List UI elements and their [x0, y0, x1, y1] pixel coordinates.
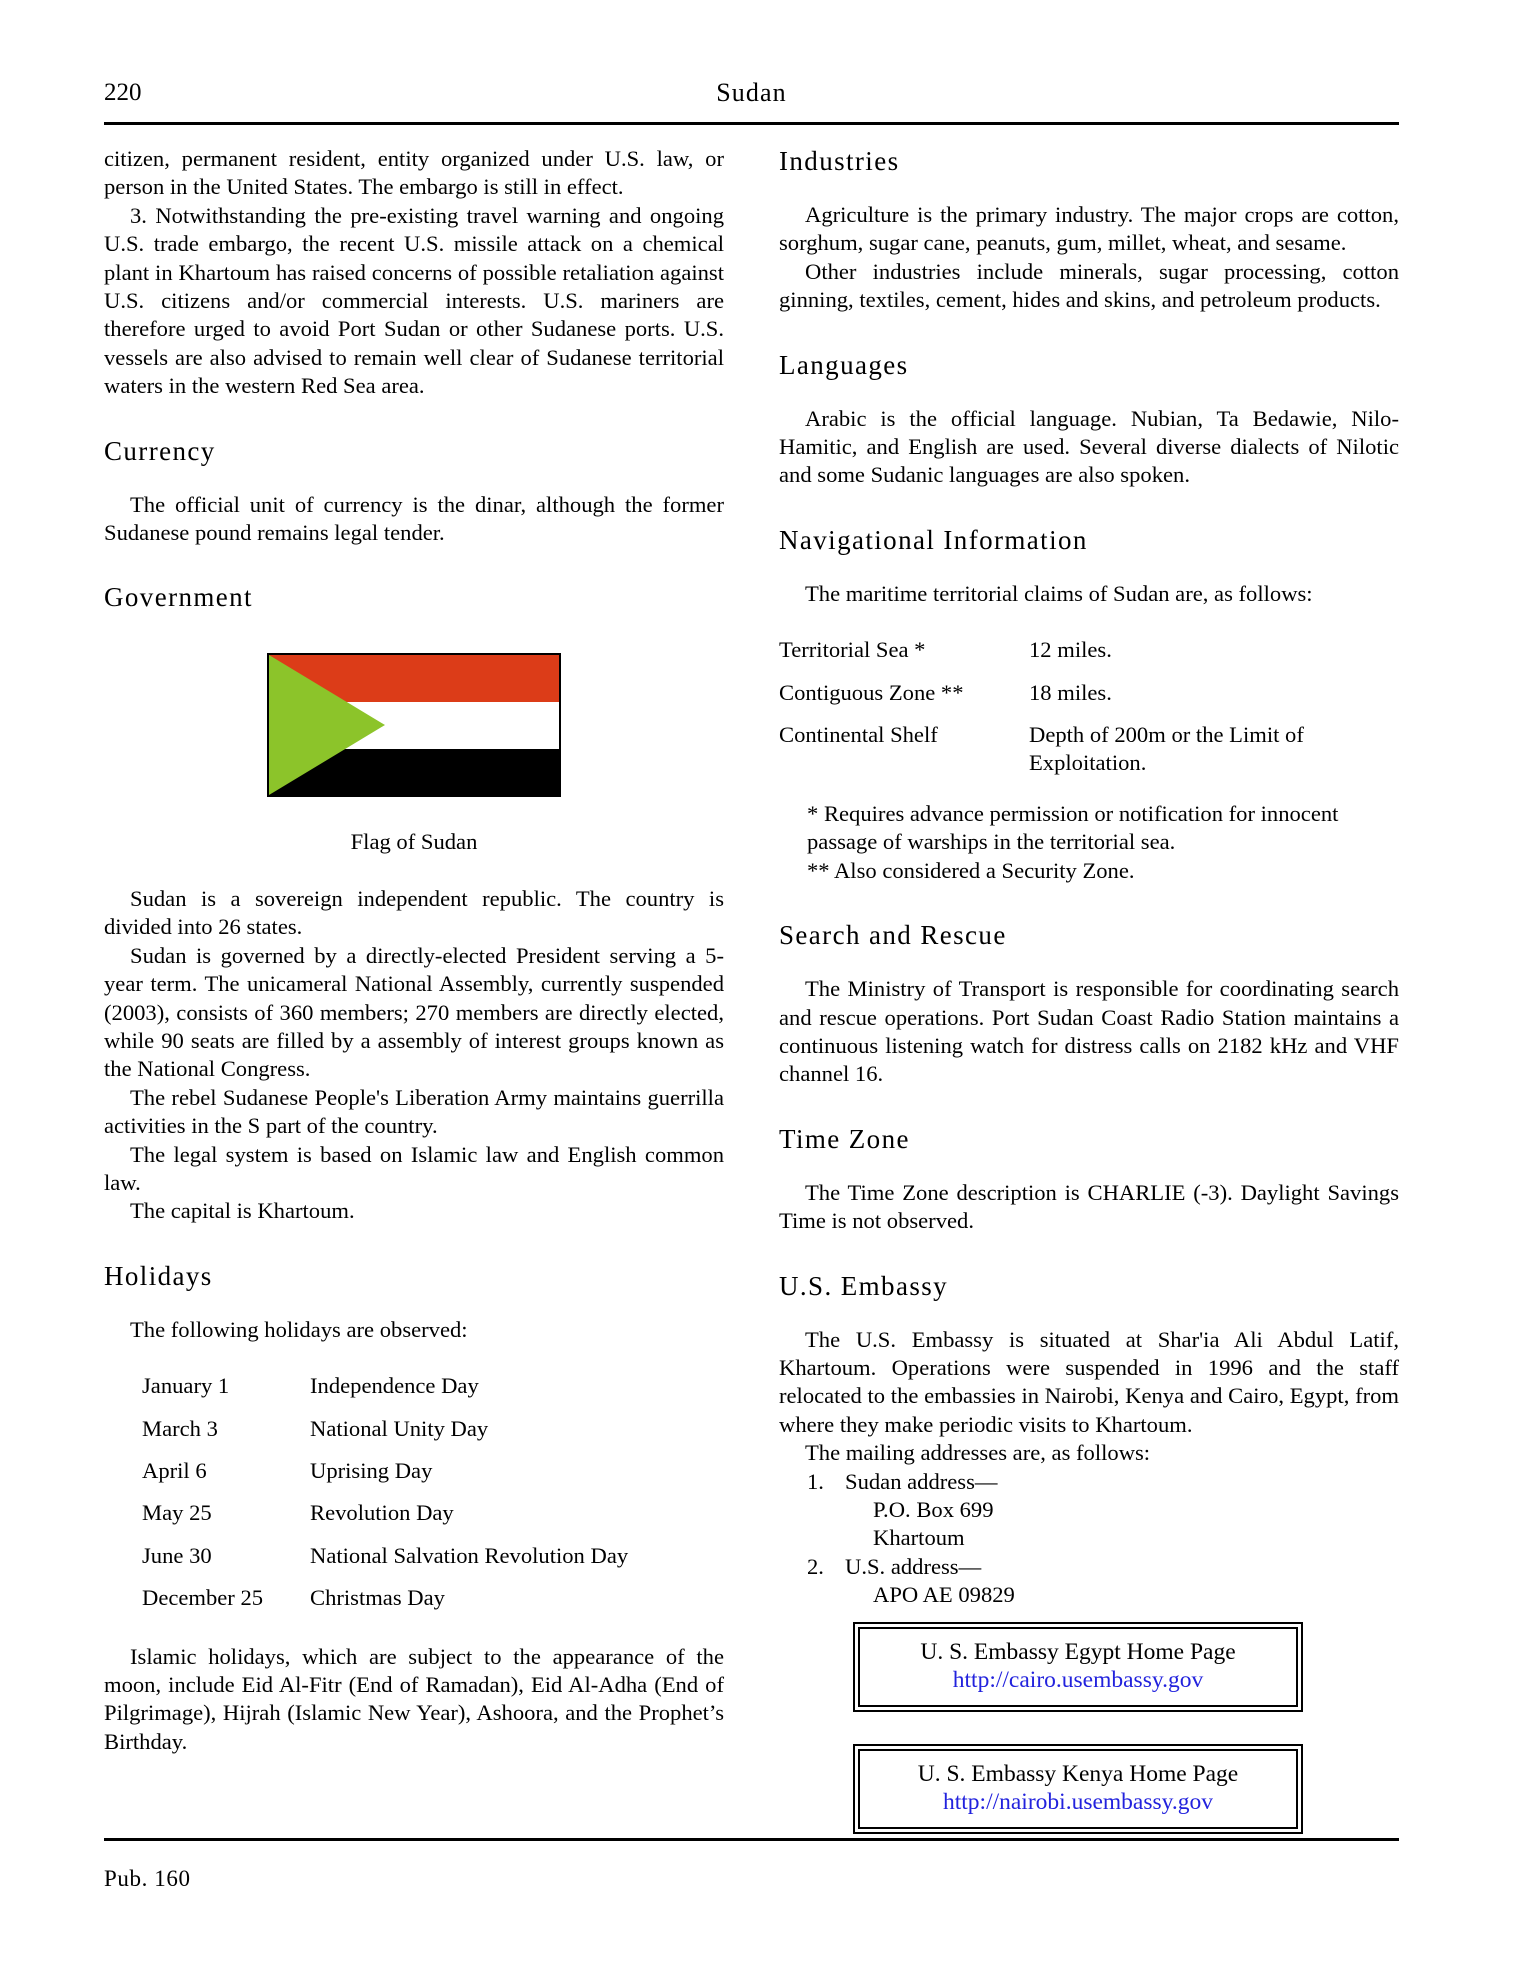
- table-row: [104, 1457, 724, 1499]
- heading-time-zone: Time Zone: [779, 1123, 910, 1154]
- heading-industries: Industries: [779, 146, 900, 176]
- claim-label: Territorial Sea *: [779, 637, 926, 663]
- right-column: [779, 145, 1399, 1834]
- heading-us-embassy: U.S. Embassy: [779, 1270, 949, 1301]
- table-row: [779, 636, 1399, 678]
- embassy-address-list: [779, 1468, 1399, 1610]
- continued-paragraph-1: citizen, permanent resident, entity organized under U.S. law, or person in the United States. The embargo is still in effect.: [104, 146, 724, 200]
- navigational-footnote-1: * Requires advance permission or notification for innocent passage of warships in the territorial sea.: [807, 800, 1339, 855]
- navigational-footnote-2: ** Also considered a Security Zone.: [807, 857, 1135, 883]
- table-row: [104, 1499, 724, 1541]
- holiday-name: Independence Day: [310, 1373, 479, 1399]
- government-paragraph-2: Sudan is governed by a directly-elected President serving a 5-year term. The unicameral National Assembly, currently suspended (2003), consists of 360 members; 270 members are directly elected, while 90 seats are filled by a assembly of interest groups known as the National Congress.: [104, 942, 724, 1082]
- page-number: 220: [104, 79, 142, 106]
- currency-paragraph: The official unit of currency is the dinar, although the former Sudanese pound remains legal tender.: [104, 491, 724, 546]
- flag-caption: Flag of Sudan: [350, 829, 478, 855]
- running-head: [104, 78, 1399, 114]
- table-row: [104, 1542, 724, 1584]
- table-row: [104, 1415, 724, 1457]
- holiday-date: December 25: [142, 1585, 264, 1611]
- address-label: U.S. address—: [845, 1553, 982, 1579]
- industries-paragraph-2: Other industries include minerals, sugar processing, cotton ginning, textiles, cement, hides and skins, and petroleum products.: [779, 258, 1399, 313]
- flag-green-triangle: [269, 655, 385, 795]
- government-paragraph-4: The legal system is based on Islamic law and English common law.: [104, 1141, 724, 1195]
- publication-number: Pub. 160: [104, 1866, 191, 1891]
- table-row: [779, 721, 1399, 792]
- holiday-date: January 1: [142, 1373, 230, 1399]
- holiday-name: National Salvation Revolution Day: [310, 1542, 629, 1568]
- footer-rule: [104, 1838, 1399, 1841]
- table-row: [779, 679, 1399, 721]
- holidays-table: [104, 1372, 724, 1626]
- address-number: 1.: [807, 1468, 824, 1494]
- holidays-intro: The following holidays are observed:: [130, 1316, 468, 1342]
- embassy-egypt-url-link[interactable]: http://cairo.usembassy.gov: [952, 1666, 1204, 1693]
- link-box-title: U. S. Embassy Kenya Home Page: [917, 1760, 1239, 1787]
- link-box-title: U. S. Embassy Egypt Home Page: [920, 1638, 1236, 1665]
- address-number: 2.: [807, 1553, 824, 1579]
- holiday-date: June 30: [142, 1542, 212, 1568]
- embassy-kenya-url-link[interactable]: http://nairobi.usembassy.gov: [942, 1788, 1213, 1815]
- maritime-claims-table: [779, 636, 1399, 792]
- claim-value: 12 miles.: [1029, 637, 1112, 663]
- heading-search-and-rescue: Search and Rescue: [779, 920, 1007, 951]
- flag-figure: [104, 653, 724, 802]
- header-rule: [104, 122, 1399, 125]
- navigational-intro: The maritime territorial claims of Sudan are, as follows:: [805, 580, 1313, 606]
- search-and-rescue-paragraph-1: The Ministry of Transport is responsible for coordinating search and rescue operations. Port Sudan Coast Radio Station maintains a continuous listening watch for distress calls on 2182 kHz and VHF channel 16.: [779, 976, 1399, 1087]
- address-line: P.O. Box 699: [873, 1496, 994, 1522]
- claim-value: Depth of 200m or the Limit of Exploitation.: [1029, 722, 1304, 776]
- government-paragraph-1: Sudan is a sovereign independent republic. The country is divided into 26 states.: [104, 885, 724, 940]
- heading-government: Government: [104, 582, 253, 613]
- link-box-inner: [858, 1749, 1298, 1829]
- heading-currency: Currency: [104, 435, 216, 466]
- claim-label: Contiguous Zone **: [779, 679, 964, 705]
- government-paragraph-3: The rebel Sudanese People's Liberation Army maintains guerrilla activities in the S part of the country.: [104, 1084, 724, 1139]
- languages-paragraph-1: Arabic is the official language. Nubian, Ta Bedawie, Nilo-Hamitic, and English are used. Several diverse dialects of Nilotic and some Sudanic languages are also spoken.: [779, 405, 1399, 488]
- holiday-name: Uprising Day: [310, 1457, 433, 1483]
- heading-languages: Languages: [779, 349, 909, 380]
- holiday-date: March 3: [142, 1415, 218, 1441]
- left-column: [104, 145, 724, 1756]
- time-zone-paragraph-1: The Time Zone description is CHARLIE (-3). Daylight Savings Time is not observed.: [779, 1179, 1399, 1234]
- holiday-date: April 6: [142, 1457, 207, 1483]
- embassy-egypt-link-box[interactable]: [853, 1622, 1303, 1712]
- claim-value: 18 miles.: [1029, 679, 1112, 705]
- us-embassy-paragraph-1: The U.S. Embassy is situated at Shar'ia Ali Abdul Latif, Khartoum. Operations were suspended in 1996 and the staff relocated to the embassies in Nairobi, Kenya and Cairo, Egypt, from where they make periodic visits to Khartoum.: [779, 1326, 1399, 1437]
- address-label: Sudan address—: [845, 1468, 998, 1494]
- running-title: Sudan: [716, 78, 787, 107]
- holidays-closing: Islamic holidays, which are subject to the appearance of the moon, include Eid Al-Fitr (End of Ramadan), Eid Al-Adha (End of Pilgrimage), Hijrah (Islamic New Year), Ashoora, and the Prophet’s Birthday.: [104, 1643, 724, 1754]
- table-row: [104, 1372, 724, 1414]
- continued-paragraph-2: 3. Notwithstanding the pre-existing travel warning and ongoing U.S. trade embargo, the recent U.S. missile attack on a chemical plant in Khartoum has raised concerns of possible retaliation against U.S. citizens and/or commercial interests. U.S. mariners are therefore urged to avoid Port Sudan or other Sudanese ports. U.S. vessels are also advised to remain well clear of Sudanese territorial waters in the western Red Sea area.: [104, 202, 724, 399]
- claim-label: Continental Shelf: [779, 722, 938, 748]
- industries-paragraph-1: Agriculture is the primary industry. The major crops are cotton, sorghum, sugar cane, peanuts, gum, millet, wheat, and sesame.: [779, 202, 1399, 256]
- heading-holidays: Holidays: [104, 1260, 213, 1291]
- list-item: [779, 1468, 1399, 1553]
- us-embassy-paragraph-2: The mailing addresses are, as follows:: [805, 1440, 1151, 1466]
- holiday-name: Christmas Day: [310, 1585, 445, 1611]
- link-box-inner: [858, 1627, 1298, 1707]
- holiday-name: National Unity Day: [310, 1415, 489, 1441]
- heading-navigational-information: Navigational Information: [779, 524, 1088, 555]
- table-row: [104, 1584, 724, 1626]
- flag-of-sudan-image: [267, 653, 561, 797]
- address-line: Khartoum: [873, 1525, 965, 1551]
- government-paragraph-5: The capital is Khartoum.: [130, 1198, 355, 1224]
- holiday-date: May 25: [142, 1500, 212, 1526]
- embassy-kenya-link-box[interactable]: [853, 1744, 1303, 1834]
- holiday-name: Revolution Day: [310, 1500, 454, 1526]
- address-line: APO AE 09829: [873, 1582, 1015, 1608]
- list-item: [779, 1553, 1399, 1610]
